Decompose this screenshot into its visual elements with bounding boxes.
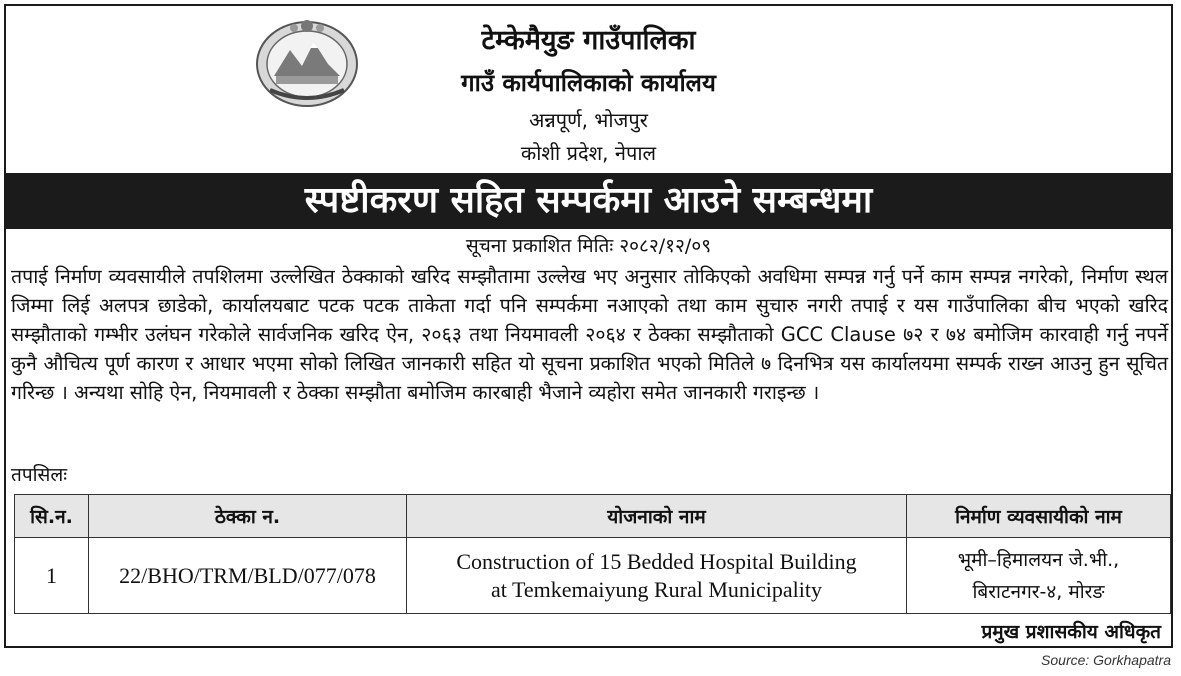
header-contractor-name: निर्माण व्यवसायीको नाम	[907, 495, 1171, 538]
cell-project-name	[407, 538, 907, 614]
office-name: टेम्केमैयुङ गाउँपालिका	[481, 25, 696, 56]
notice-frame	[4, 4, 1173, 648]
cell-contractor-name	[907, 538, 1171, 614]
notice-header	[6, 6, 1171, 172]
cell-contract-no: 22/BHO/TRM/BLD/077/078	[89, 538, 407, 614]
office-subtitle: गाउँ कार्यपालिकाको कार्यालय	[461, 69, 716, 97]
notice-title: स्पष्टीकरण सहित सम्पर्कमा आउने सम्बन्धमा	[6, 173, 1171, 229]
header-project-name: योजनाको नाम	[407, 495, 907, 538]
source-credit: Source: Gorkhapatra	[1041, 652, 1171, 668]
table-header-row	[15, 495, 1171, 538]
notice-body: तपाई निर्माण व्यवसायीले तपशिलमा उल्लेखित ठेक्काको खरिद सम्झौतामा उल्लेख भए अनुसार तोकिएको अवधिमा सम्पन्न गर्नु पर्ने काम सम्पन्न नगरेको, निर्माण स्थल जिम्मा लिई अलपत्र छाडेको, कार्यालयबाट पटक पटक ताकेता गर्दा पनि सम्पर्कमा नआएको तथा काम सुचारु नगरी तपाई र यस गाउँपालिका बीच भएको खरिद सम्झौताको गम्भीर उलंघन गरेकोले सार्वजनिक खरिद ऐन, २०६३ तथा नियमावली २०६४ र ठेक्का सम्झौताको GCC Clause ७२ र ७४ बमोजिम कारवाही गर्नु नपर्ने कुनै औचित्य पूर्ण कारण र आधार भएमा सोको लिखित जानकारी सहित यो सूचना प्रकाशित भएको मितिले ७ दिनभित्र यस कार्यालयमा सम्पर्क राख्न आउनु हुन सूचित गरिन्छ । अन्यथा सोहि ऐन, नियमावली र ठेक्का सम्झौता बमोजिम कारबाही भैजाने व्यहोरा समेत जानकारी गराइन्छ ।	[11, 265, 1168, 404]
address-line-1: अन्नपूर्ण, भोजपुर	[529, 108, 648, 132]
header-serial: सि.न.	[15, 495, 89, 538]
contract-table	[14, 494, 1171, 614]
address-line-2: कोशी प्रदेश, नेपाल	[520, 141, 657, 165]
contractor-line-2: बिराटनगर-४, मोरङ	[972, 580, 1105, 603]
publication-date: सूचना प्रकाशित मितिः २०८२/१२/०९	[465, 235, 712, 257]
project-name-line-2: at Temkemaiyung Rural Municipality	[490, 576, 823, 602]
signatory-title: प्रमुख प्रशासकीय अधिकृत	[981, 621, 1161, 643]
project-name-line-1: Construction of 15 Bedded Hospital Building	[456, 548, 857, 574]
contractor-line-1: भूमी–हिमालयन जे.भी.,	[957, 548, 1120, 571]
table-row	[15, 538, 1171, 614]
cell-serial: 1	[15, 538, 89, 614]
schedule-label: तपसिलः	[11, 464, 68, 486]
header-contract-no: ठेक्का न.	[89, 495, 407, 538]
